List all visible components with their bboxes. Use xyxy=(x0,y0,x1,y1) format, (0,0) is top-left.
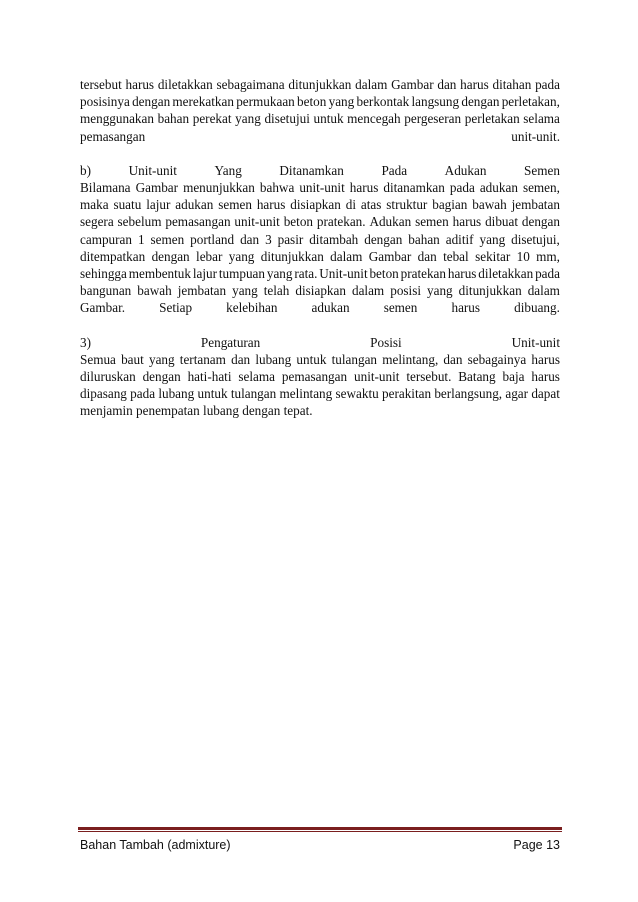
word: diletakkan xyxy=(478,266,534,282)
word: pasir xyxy=(277,231,304,247)
word: Batang xyxy=(458,369,496,385)
text-line xyxy=(80,265,560,282)
word: b) xyxy=(80,162,91,178)
word: pemasangan xyxy=(80,128,146,144)
word: sekitar xyxy=(475,248,511,264)
word: permukaan xyxy=(236,94,295,110)
text-line xyxy=(80,368,560,385)
word: dan xyxy=(437,77,457,92)
word: semen xyxy=(383,300,418,316)
text-line xyxy=(80,231,560,248)
word: unit-unit xyxy=(354,369,400,385)
paragraph xyxy=(80,162,560,317)
word: Pada xyxy=(381,162,408,178)
text-line xyxy=(80,351,560,368)
word: baja xyxy=(502,369,525,385)
word: segera xyxy=(80,214,114,230)
word: mm, xyxy=(536,248,560,264)
word: harus xyxy=(349,180,379,196)
footer-rule-thin xyxy=(78,831,562,832)
word: bahan xyxy=(157,111,190,127)
word: selama xyxy=(523,111,560,127)
word: bangunan xyxy=(80,283,132,299)
word: harus xyxy=(460,77,489,92)
word: bahan xyxy=(408,231,440,247)
word: beton xyxy=(369,266,399,282)
word: dibuat xyxy=(485,214,519,230)
word: kelebihan xyxy=(226,300,278,316)
word: ditunjukkan xyxy=(260,248,324,264)
word: Gambar xyxy=(368,248,412,264)
word: agar xyxy=(505,386,529,402)
text-line xyxy=(80,299,560,316)
word: dengan xyxy=(364,231,403,247)
text-line xyxy=(80,179,560,196)
word: pratekan. xyxy=(316,214,366,230)
word: perakitan xyxy=(382,386,432,402)
word: ditunjukkan xyxy=(458,283,522,299)
word: Semen xyxy=(524,162,560,178)
word: 10 xyxy=(516,248,530,264)
word: yang xyxy=(266,266,293,282)
word: pada xyxy=(130,386,156,402)
word: lajur xyxy=(192,266,218,282)
word: sewaktu xyxy=(335,386,379,402)
word: dengan xyxy=(132,94,171,110)
word: membentuk xyxy=(128,266,191,282)
word: jembatan xyxy=(511,197,560,213)
word: tersebut xyxy=(80,77,122,92)
word: untuk xyxy=(296,351,327,367)
word: yang xyxy=(427,283,453,299)
text-line xyxy=(80,110,560,127)
word: disiapkan xyxy=(290,197,341,213)
word: lajur xyxy=(146,197,171,213)
word: Unit-unit xyxy=(128,162,177,178)
word: suatu xyxy=(113,197,142,213)
word: dengan xyxy=(151,248,190,264)
word: adukan xyxy=(479,180,518,196)
word: unit-unit. xyxy=(511,128,560,144)
word: yang xyxy=(148,351,175,367)
text-line xyxy=(80,128,560,145)
word: Posisi xyxy=(370,334,402,350)
word: posisinya xyxy=(80,94,130,110)
word: untuk xyxy=(197,386,228,402)
word: semen xyxy=(218,197,252,213)
word: pada xyxy=(449,180,475,196)
word: sebagaimana xyxy=(216,77,285,92)
footer-title: Bahan Tambah (admixture) xyxy=(80,838,231,852)
word: pratekan xyxy=(400,266,447,282)
word: dan xyxy=(417,248,437,264)
word: semen, xyxy=(522,180,560,196)
page-footer xyxy=(80,838,560,852)
word: dibuang. xyxy=(514,300,560,316)
text-line xyxy=(80,76,560,93)
word: tulangan xyxy=(230,386,277,402)
word: Yang xyxy=(214,162,242,178)
word: dapat xyxy=(531,386,560,402)
word: yang xyxy=(235,111,261,127)
word: perletakan, xyxy=(501,94,560,110)
word: dengan xyxy=(142,369,181,385)
word: ditempatkan xyxy=(80,248,146,264)
word: diluruskan xyxy=(80,369,136,385)
text-line xyxy=(80,385,560,402)
word: atas xyxy=(360,197,382,213)
word: tertanam xyxy=(179,351,226,367)
word: disetujui xyxy=(264,111,310,127)
word: dalam xyxy=(351,283,385,299)
word: tersebut. xyxy=(406,369,452,385)
word: campuran xyxy=(80,231,132,247)
word: dalam xyxy=(330,248,363,264)
word: Gambar xyxy=(391,77,434,92)
footer-rule xyxy=(78,827,562,832)
word: ditambah xyxy=(309,231,359,247)
word: Pengaturan xyxy=(200,334,261,350)
word: dan xyxy=(240,231,260,247)
word: bahwa xyxy=(259,180,295,196)
word: pada xyxy=(535,266,560,282)
word: mencegah xyxy=(347,111,401,127)
word: dipasang xyxy=(80,386,127,402)
document-body xyxy=(80,76,560,437)
word: Bilamana xyxy=(80,180,131,196)
text-line xyxy=(80,162,560,179)
word: dan xyxy=(231,351,251,367)
word: 3) xyxy=(80,334,91,350)
word: lebar xyxy=(196,248,223,264)
word: harus xyxy=(447,266,477,282)
paragraph xyxy=(80,76,560,145)
word: dengan xyxy=(521,214,560,230)
word: harus xyxy=(125,77,155,92)
word: Ditanamkan xyxy=(279,162,344,178)
word: portland xyxy=(190,231,235,247)
word: untuk xyxy=(313,111,344,127)
word: Adukan xyxy=(369,214,412,230)
word: menunjukkan xyxy=(183,180,255,196)
word: aditif xyxy=(445,231,474,247)
word: Unit-unit xyxy=(511,334,560,350)
page-number: Page 13 xyxy=(513,838,560,852)
word: tulangan xyxy=(331,351,378,367)
word: baut xyxy=(121,351,144,367)
word: lubang xyxy=(255,351,292,367)
word: 1 xyxy=(137,231,145,247)
word: telah xyxy=(263,283,290,299)
word: bawah xyxy=(137,283,172,299)
word: sebelum xyxy=(117,214,162,230)
word: melintang xyxy=(279,386,333,402)
word: adukan xyxy=(175,197,214,213)
word: perekat xyxy=(192,111,232,127)
word: bawah xyxy=(472,197,507,213)
word: disiapkan xyxy=(295,283,346,299)
word: semen xyxy=(415,214,449,230)
word: Gambar. xyxy=(80,300,126,316)
word: yang xyxy=(479,231,506,247)
word: Setiap xyxy=(159,300,193,316)
word: harus xyxy=(452,214,482,230)
word: yang xyxy=(328,94,355,110)
word: unit-unit xyxy=(299,180,345,196)
text-line xyxy=(80,248,560,265)
word: bagian xyxy=(432,197,468,213)
word: di xyxy=(345,197,356,213)
word: struktur xyxy=(386,197,428,213)
word: perletakan xyxy=(464,111,520,127)
word: dan xyxy=(443,351,463,367)
word: semen xyxy=(150,231,185,247)
word: ditahan xyxy=(492,77,532,92)
word: melintang, xyxy=(382,351,439,367)
word: dengan xyxy=(461,94,500,110)
word: adukan xyxy=(311,300,350,316)
word: beton xyxy=(283,214,314,230)
word: diletakkan xyxy=(157,77,213,92)
word: pemasangan xyxy=(281,369,348,385)
word: unit-unit xyxy=(234,214,280,230)
text-line xyxy=(80,93,560,110)
word: merekatkan xyxy=(172,94,234,110)
word: Gambar xyxy=(135,180,179,196)
text-line xyxy=(80,334,560,351)
word: ditanamkan xyxy=(383,180,445,196)
word: tumpuan xyxy=(218,266,266,282)
word: Adukan xyxy=(444,162,487,178)
word: 3 xyxy=(265,231,272,247)
text-line xyxy=(80,196,560,213)
word: hati-hati xyxy=(187,369,232,385)
text-line xyxy=(80,402,560,419)
word: dalam xyxy=(527,283,560,299)
word: yang xyxy=(228,248,255,264)
word: berlangsung, xyxy=(434,386,503,402)
word: menggunakan xyxy=(80,111,154,127)
text-line xyxy=(80,282,560,299)
word: lubang xyxy=(158,386,195,402)
word: berkontak xyxy=(356,94,410,110)
word: sehingga xyxy=(80,266,127,282)
word: langsung xyxy=(411,94,460,110)
word: harus xyxy=(451,300,481,316)
word: disetujui, xyxy=(511,231,560,247)
word: beton xyxy=(297,94,327,110)
word: sebagainya xyxy=(467,351,527,367)
word: jembatan xyxy=(177,283,227,299)
word: harus xyxy=(531,369,560,385)
word: yang xyxy=(232,283,258,299)
word: selama xyxy=(238,369,276,385)
word: harus xyxy=(531,351,560,367)
word: Semua xyxy=(80,351,116,367)
word: tebal xyxy=(443,248,469,264)
text-line xyxy=(80,213,560,230)
word: menjamin penempatan lubang dengan tepat. xyxy=(80,403,313,419)
word: Unit-unit xyxy=(319,266,368,282)
paragraph xyxy=(80,334,560,420)
word: rata. xyxy=(294,266,318,282)
word: harus xyxy=(256,197,286,213)
word: ditunjukkan xyxy=(288,77,352,92)
word: maka xyxy=(80,197,109,213)
paragraph-container xyxy=(80,76,560,420)
word: posisi xyxy=(390,283,421,299)
word: dalam xyxy=(355,77,388,92)
word: pergeseran xyxy=(404,111,462,127)
word: pada xyxy=(535,77,560,92)
word: pemasangan xyxy=(165,214,231,230)
